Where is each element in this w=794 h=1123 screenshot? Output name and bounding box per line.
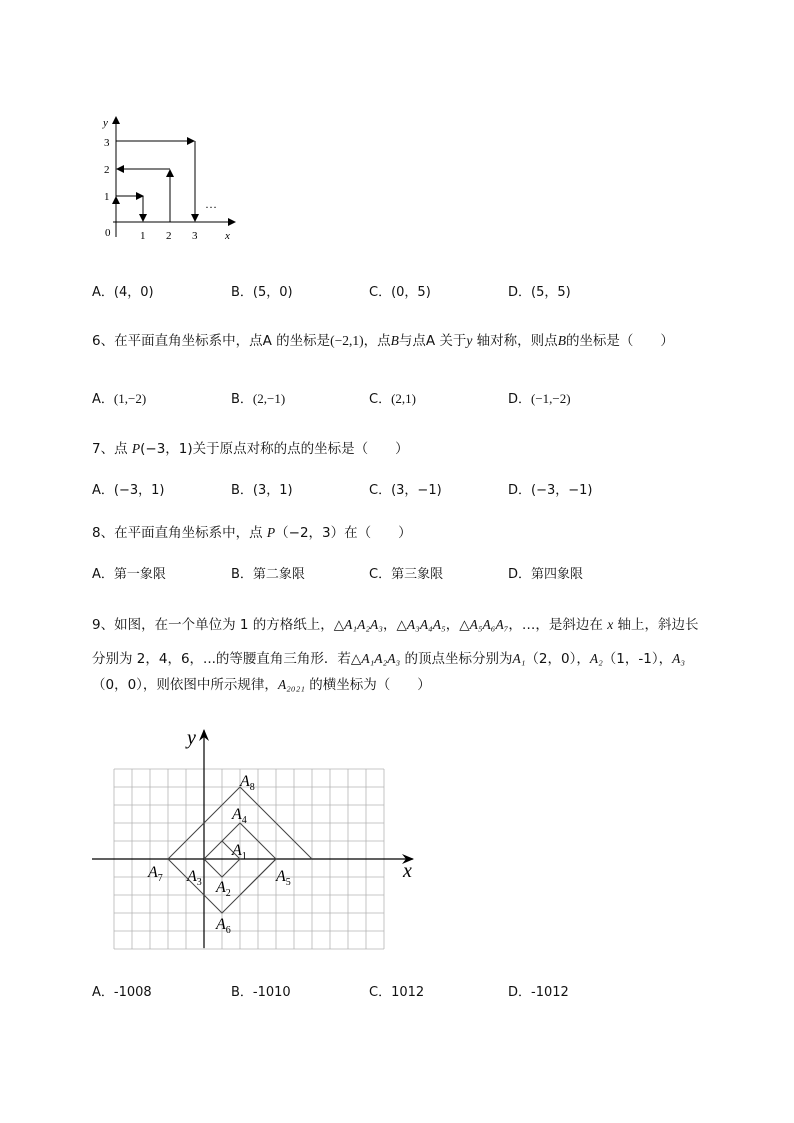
x-axis-label: x — [403, 860, 412, 882]
q6-option-b[interactable]: B．(2,−1) — [231, 391, 286, 407]
q9-stem-line2: 分别为 2，4，6，...的等腰直角三角形．若△A₁A₂A₃ 的顶点坐标分别为A₁（2，0），A₂（1，-1），A₃ — [92, 651, 686, 667]
q9-stem-line3: （0，0），则依图中所示规律，A₂₀₂₁ 的横坐标为（ ） — [92, 677, 431, 693]
q7-option-d[interactable]: D．(−3，−1) — [508, 483, 593, 498]
x-tick-label: 2 — [166, 230, 172, 242]
x-axis-label: x — [225, 230, 230, 242]
q8-stem: 8、在平面直角坐标系中，点 P（−2，3）在（ ） — [92, 525, 412, 541]
point-label-a8 — [239, 773, 255, 793]
q8-options — [92, 566, 712, 584]
svg-text:A5: $A_5$ — [276, 868, 291, 888]
q9-options — [92, 984, 712, 1002]
q9-option-b[interactable]: B．-1010 — [231, 985, 291, 1000]
svg-text:A8: $A_8$ — [240, 773, 255, 793]
q5-option-d[interactable]: D．(5，5) — [508, 285, 571, 300]
q6-option-d[interactable]: D．(−1,−2) — [508, 391, 571, 407]
ellipsis: … — [205, 197, 217, 211]
q8-option-c[interactable]: C．第三象限 — [369, 567, 444, 582]
svg-text:A4: $A_4$ — [232, 806, 247, 826]
q8-option-d[interactable]: D．第四象限 — [508, 567, 584, 582]
q6-options — [92, 390, 712, 408]
x-tick-label: 3 — [192, 230, 198, 242]
q7-option-a[interactable]: A．(−3，1) — [92, 483, 165, 498]
point-label-a5 — [275, 868, 291, 888]
svg-text:A1: $A_1$ — [232, 842, 247, 862]
q7-stem: 7、点 P(−3，1)关于原点对称的点的坐标是（ ） — [92, 441, 409, 457]
svg-text:A3: $A_3$ — [187, 868, 202, 888]
q6-option-c[interactable]: C．(2,1) — [369, 391, 416, 407]
q7-options — [92, 482, 712, 500]
q9-option-d[interactable]: D．-1012 — [508, 985, 569, 1000]
svg-text:A2: $A_2$ — [216, 879, 231, 899]
x-tick-label: 1 — [140, 230, 146, 242]
q5-option-b[interactable]: B．(5，0) — [231, 285, 293, 300]
q8-option-b[interactable]: B．第二象限 — [231, 567, 305, 582]
origin-label: 0 — [105, 227, 111, 239]
q7-option-b[interactable]: B．(3，1) — [231, 483, 293, 498]
y-tick-label: 1 — [104, 191, 110, 203]
figure-arrow-path — [95, 112, 245, 247]
point-label-a6 — [215, 916, 231, 936]
q6-stem: 6、在平面直角坐标系中，点A 的坐标是(−2,1)，点B与点A 关于y 轴对称，则点B的坐标是（ ） — [92, 333, 674, 349]
y-tick-label: 3 — [104, 137, 110, 149]
svg-text:A7: $A_7$ — [148, 864, 163, 884]
y-tick-label: 2 — [104, 164, 110, 176]
q7-option-c[interactable]: C．(3，−1) — [369, 483, 442, 498]
y-axis-label: y — [187, 727, 196, 749]
svg-text:A6: $A_6$ — [216, 916, 231, 936]
point-label-a2 — [215, 879, 231, 899]
q9-stem-line1: 9、如图，在一个单位为 1 的方格纸上，△A₁A₂A₃，△A₃A₄A₅，△A₅A₆A₇，…，是斜边在 x 轴上，斜边长 — [92, 617, 699, 633]
q9-option-a[interactable]: A．-1008 — [92, 985, 152, 1000]
q9-option-c[interactable]: C．1012 — [369, 985, 425, 1000]
q5-option-c[interactable]: C．(0，5) — [369, 285, 431, 300]
q6-option-a[interactable]: A．(1,−2) — [92, 391, 147, 407]
y-axis-label: y — [103, 117, 108, 129]
point-label-a7 — [147, 864, 163, 884]
figure-grid-triangles — [90, 722, 430, 950]
q8-option-a[interactable]: A．第一象限 — [92, 567, 166, 582]
q5-options — [92, 284, 712, 302]
q5-option-a[interactable]: A．(4，0) — [92, 285, 154, 300]
